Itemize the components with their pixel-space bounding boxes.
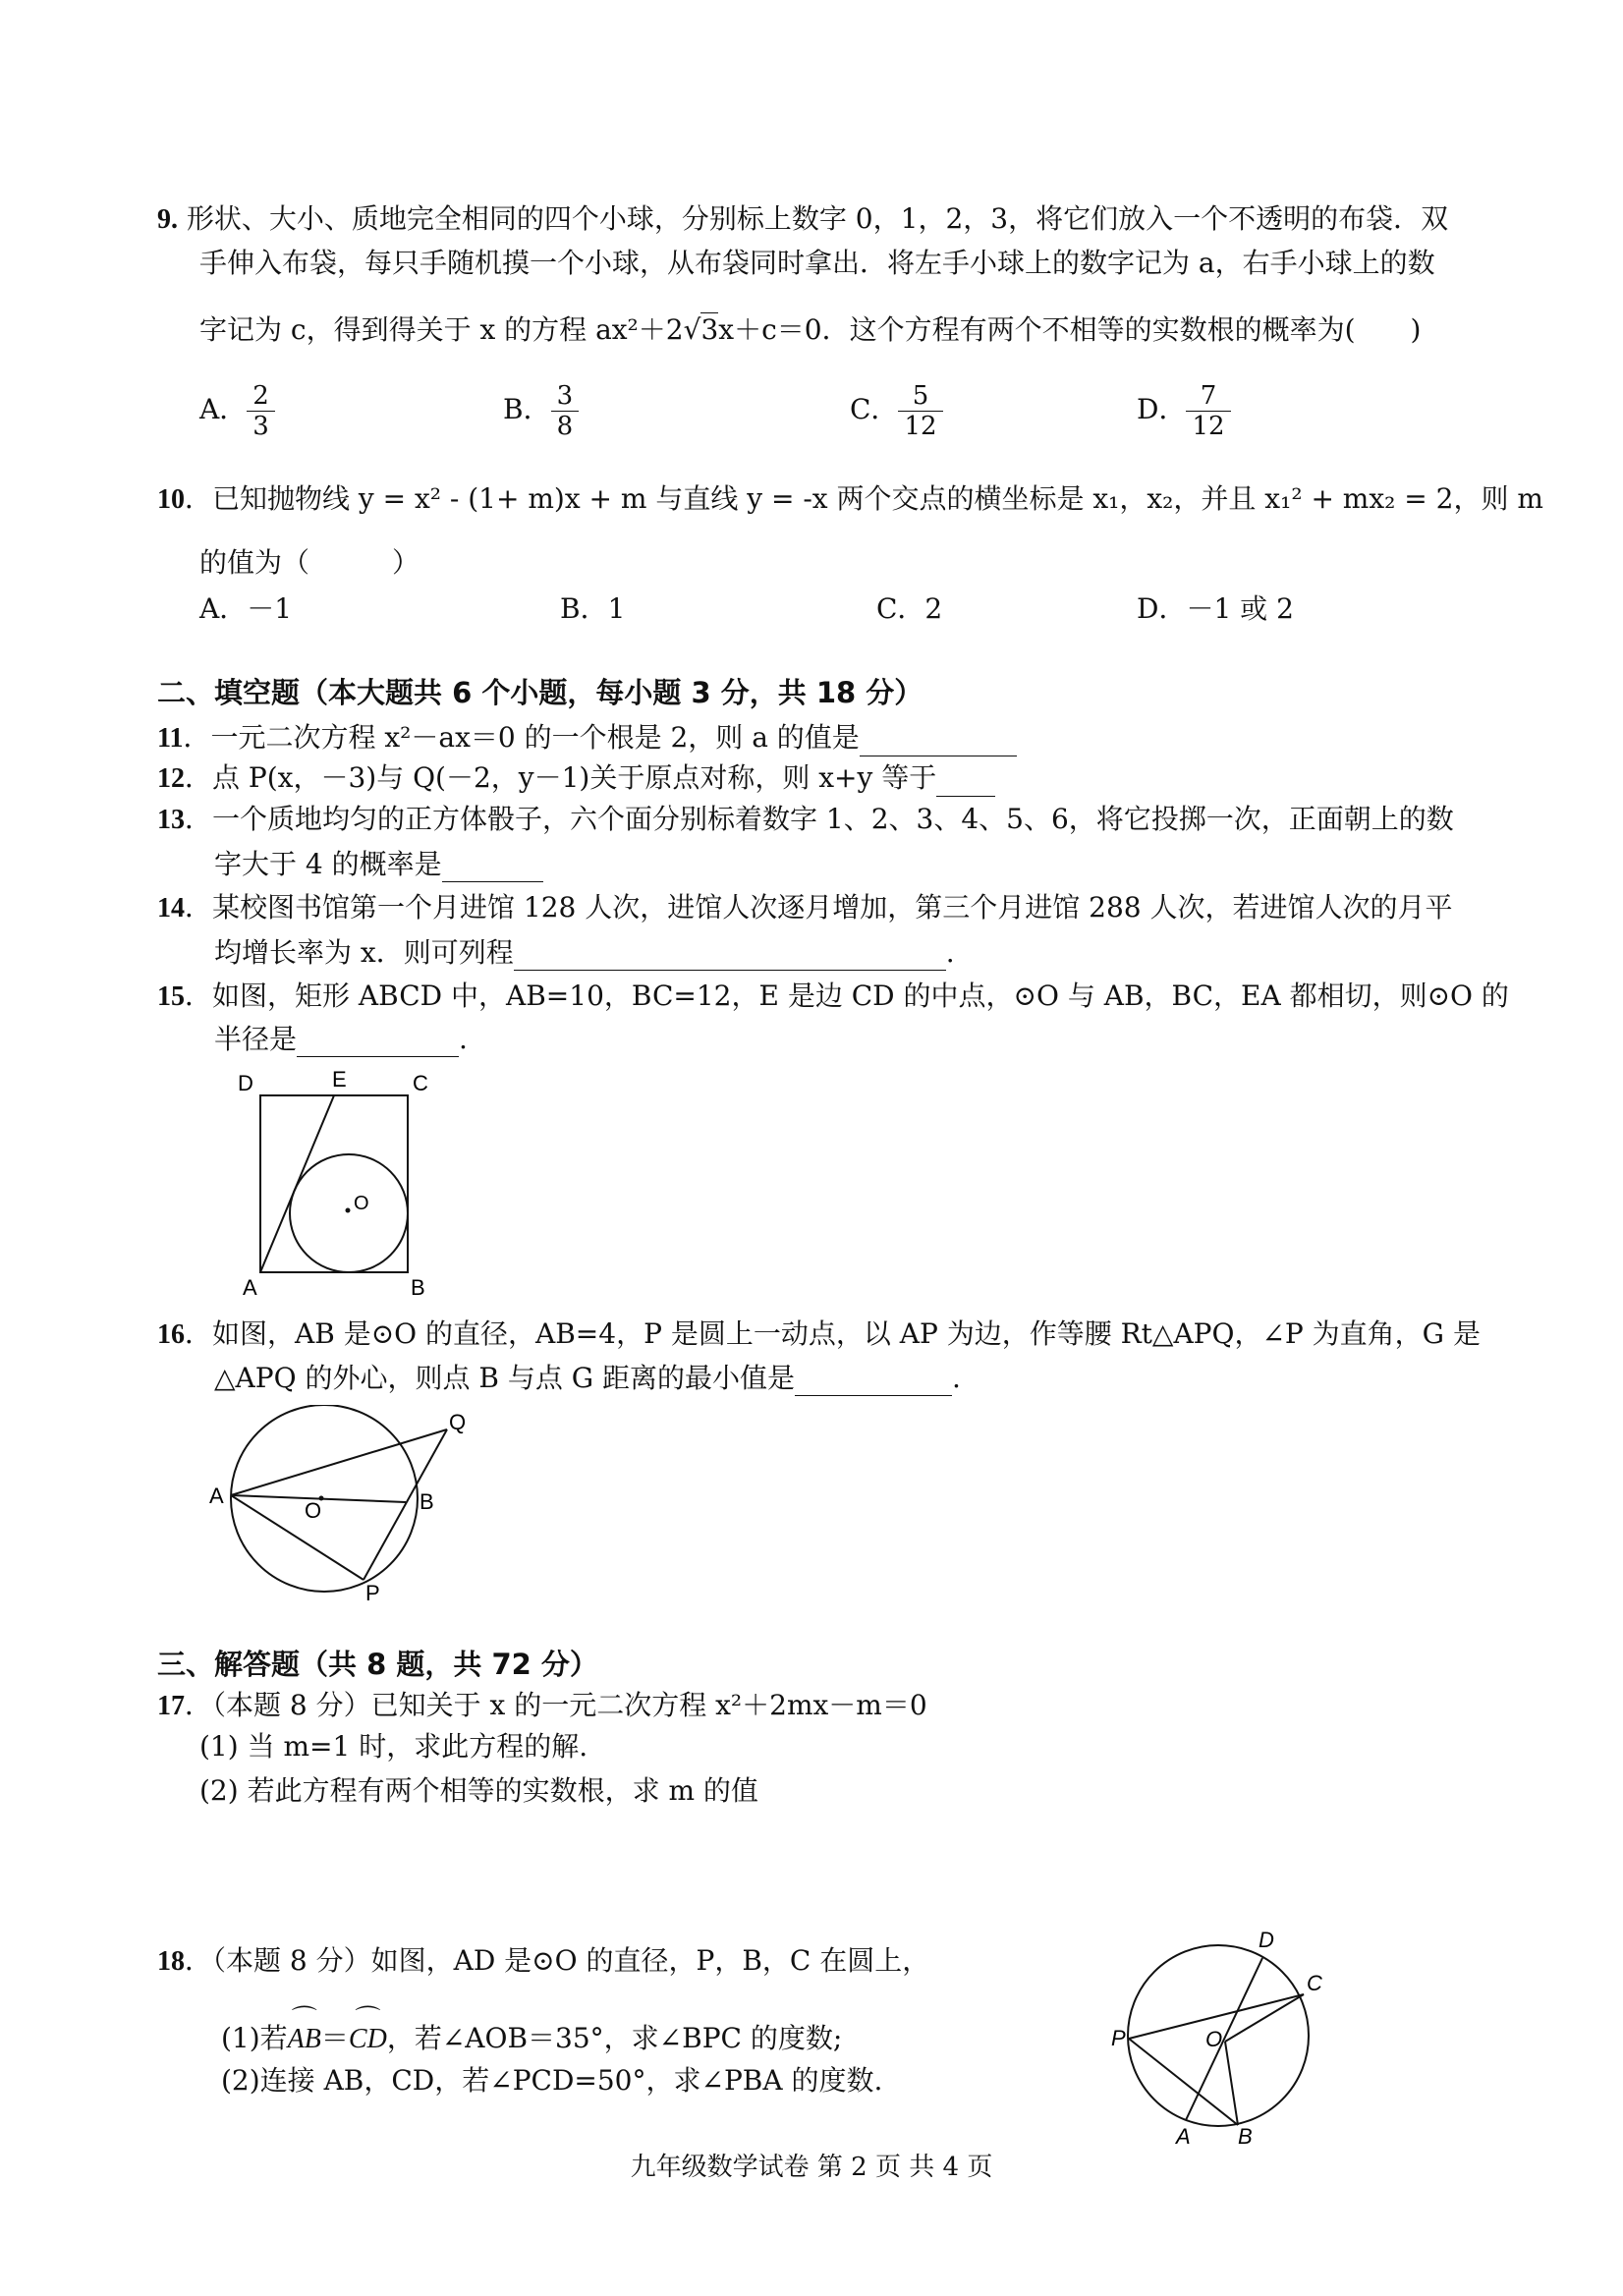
denominator: 3	[252, 412, 269, 441]
q9-option-a	[199, 381, 275, 441]
arc-ab: ⌒ AB	[288, 2022, 321, 2057]
numerator: 7	[1186, 381, 1230, 412]
q9-sqrt-value: 3	[700, 313, 719, 346]
q12	[157, 760, 995, 797]
answer-blank[interactable]	[795, 1366, 952, 1396]
label-a: A	[1176, 2124, 1191, 2147]
q15-line2	[214, 1022, 468, 1057]
q13-text-1: ．一个质地均匀的正方体骰子，六个面分别标着数字 1、2、3、4、5、6，将它投掷一次，正面朝上的数	[185, 803, 1454, 835]
q18-sub1-prefix: (1)若	[221, 2022, 288, 2054]
label-c: C	[1307, 1971, 1322, 1995]
q10-line1	[157, 481, 1543, 518]
q10-text-1: ．已知抛物线 y = x² - (1+ m)x + m 与直线 y = -x 两个交点的横坐标是 x₁，x₂，并且 x₁² + mx₂ = 2，则 m	[185, 482, 1543, 515]
period: .	[459, 1023, 468, 1055]
answer-blank[interactable]	[860, 726, 1017, 756]
diameter-ad	[1186, 1958, 1262, 2120]
q17	[157, 1688, 927, 1724]
q11	[157, 720, 1017, 756]
label-p: P	[365, 1581, 380, 1605]
q11-number: 11	[157, 723, 184, 754]
segment-aq	[231, 1429, 447, 1495]
label-b: B	[420, 1489, 434, 1514]
q14-number: 14	[157, 893, 185, 924]
segment-ap	[231, 1495, 364, 1580]
sqrt-symbol: √	[683, 313, 701, 346]
q17-number: 17	[157, 1691, 185, 1721]
q13-number: 13	[157, 805, 185, 835]
q12-text: ．点 P(x，－3)与 Q(－2，y－1)关于原点对称，则 x+y 等于	[185, 761, 937, 794]
section-3-heading: 三、解答题（共 8 题，共 72 分）	[157, 1648, 598, 1681]
q9-text-1: 形状、大小、质地完全相同的四个小球，分别标上数字 0，1，2，3，将它们放入一个不透明的布袋．双	[186, 202, 1449, 235]
option-label: B．	[503, 393, 551, 425]
q17-text: ．（本题 8 分）已知关于 x 的一元二次方程 x²＋2mx－m＝0	[185, 1689, 927, 1721]
center-point	[346, 1208, 351, 1213]
label-o: O	[354, 1193, 369, 1214]
page-footer: 九年级数学试卷 第 2 页 共 4 页	[630, 2153, 993, 2182]
option-label: A．	[199, 393, 248, 425]
denominator: 12	[1192, 412, 1225, 441]
period: .	[945, 936, 955, 969]
q14-text-1: ．某校图书馆第一个月进馆 128 人次，进馆人次逐月增加，第三个月进馆 288 人次，若进馆人次的月平	[185, 891, 1453, 924]
q16-line2	[214, 1361, 961, 1396]
fraction	[551, 381, 580, 441]
segment-oc	[1225, 1994, 1304, 2042]
label-a: A	[243, 1275, 257, 1300]
q10-number: 10	[157, 484, 185, 515]
numerator: 3	[551, 381, 580, 412]
q11-text: ．一元二次方程 x²－ax＝0 的一个根是 2，则 a 的值是	[183, 721, 860, 754]
fraction	[247, 381, 275, 441]
period: .	[952, 1362, 961, 1394]
label-o: O	[305, 1498, 322, 1523]
q9-option-d	[1137, 381, 1231, 441]
q12-number: 12	[157, 763, 185, 794]
q9-option-c	[850, 381, 943, 441]
q15-text-1: ．如图，矩形 ABCD 中，AB=10，BC=12，E 是边 CD 的中点，⊙O 与 AB，BC，EA 都相切，则⊙O 的	[185, 980, 1509, 1012]
q16-text-2: △APQ 的外心，则点 B 与点 G 距离的最小值是	[214, 1362, 795, 1394]
fraction	[1186, 381, 1230, 441]
q16-line1	[157, 1316, 1481, 1353]
denominator: 12	[904, 412, 937, 441]
label-d: D	[238, 1071, 253, 1095]
q17-sub2: (2) 若此方程有两个相等的实数根，求 m 的值	[199, 1774, 758, 1807]
q18-text: ．（本题 8 分）如图，AD 是⊙O 的直径，P，B，C 在圆上，	[185, 1944, 930, 1977]
q14-text-2: 均增长率为 x．则可列程	[214, 936, 514, 969]
denominator: 8	[556, 412, 574, 441]
q9-line2: 手伸入布袋，每只手随机摸一个小球，从布袋同时拿出．将左手小球上的数字记为 a，右手小球上的数	[199, 247, 1435, 279]
q18	[157, 1943, 929, 1980]
q9-number: 9.	[157, 204, 178, 235]
answer-blank[interactable]	[514, 940, 946, 971]
q15-text-2: 半径是	[214, 1023, 298, 1055]
answer-blank[interactable]	[297, 1027, 459, 1057]
option-label: C．	[850, 393, 899, 425]
q15-figure	[226, 1066, 452, 1302]
q16-figure	[201, 1405, 486, 1606]
label-p: P	[1111, 2026, 1126, 2050]
q13-line1	[157, 802, 1454, 838]
q9-line1	[157, 201, 1448, 238]
q18-figure	[1105, 1926, 1341, 2147]
label-q: Q	[449, 1410, 467, 1434]
q14-line1	[157, 890, 1453, 926]
q13-text-2: 字大于 4 的概率是	[214, 848, 442, 880]
label-e: E	[332, 1067, 347, 1092]
numerator: 5	[898, 381, 942, 412]
q15-line1	[157, 979, 1509, 1015]
label-b: B	[411, 1275, 425, 1300]
label-a: A	[209, 1484, 224, 1508]
q16-number: 16	[157, 1319, 185, 1350]
q10-line2: 的值为（ ）	[199, 546, 420, 579]
q9-line3	[199, 312, 1421, 348]
label-o: O	[1205, 2027, 1223, 2051]
q9-option-b	[503, 381, 579, 441]
q10-option-d: D．－1 或 2	[1137, 592, 1294, 625]
circle-o	[290, 1154, 408, 1272]
q17-sub1: (1) 当 m=1 时，求此方程的解.	[199, 1730, 588, 1763]
q15-number: 15	[157, 981, 185, 1012]
q9-text-3a: 字记为 c，得到得关于 x 的方程 ax²＋2	[199, 313, 684, 346]
q16-text-1: ．如图，AB 是⊙O 的直径，AB=4，P 是圆上一动点，以 AP 为边，作等腰 Rt△APQ，∠P 为直角，G 是	[185, 1317, 1481, 1350]
arc-cd: ⌒ CD	[349, 2022, 387, 2057]
answer-blank[interactable]	[442, 852, 543, 882]
equals-sign: ＝	[320, 2022, 349, 2054]
label-b: B	[1238, 2124, 1253, 2147]
q10-option-c: C．2	[876, 592, 943, 625]
option-label: D．	[1137, 393, 1187, 425]
q13-line2	[214, 847, 543, 882]
section-2-heading: 二、填空题（本大题共 6 个小题，每小题 3 分，共 18 分）	[157, 676, 923, 709]
q18-sub2: (2)连接 AB，CD，若∠PCD=50°，求∠PBA 的度数.	[221, 2064, 883, 2097]
q18-sub1	[221, 2021, 842, 2057]
q10-option-b: B．1	[560, 592, 626, 625]
rectangle-abcd	[260, 1095, 408, 1272]
answer-blank[interactable]	[936, 766, 995, 797]
q10-option-a: A．－1	[199, 592, 293, 625]
q9-text-3b: x＋c＝0．这个方程有两个不相等的实数根的概率为( )	[718, 313, 1422, 346]
fraction	[898, 381, 942, 441]
label-d: D	[1259, 1928, 1274, 1952]
label-c: C	[413, 1071, 428, 1095]
q14-line2	[214, 935, 955, 971]
numerator: 2	[247, 381, 275, 412]
q18-number: 18	[157, 1946, 185, 1977]
segment-pb	[1129, 2039, 1238, 2125]
segment-ob	[1225, 2042, 1238, 2125]
q18-sub1-suffix: ，若∠AOB＝35°，求∠BPC 的度数;	[386, 2022, 843, 2054]
